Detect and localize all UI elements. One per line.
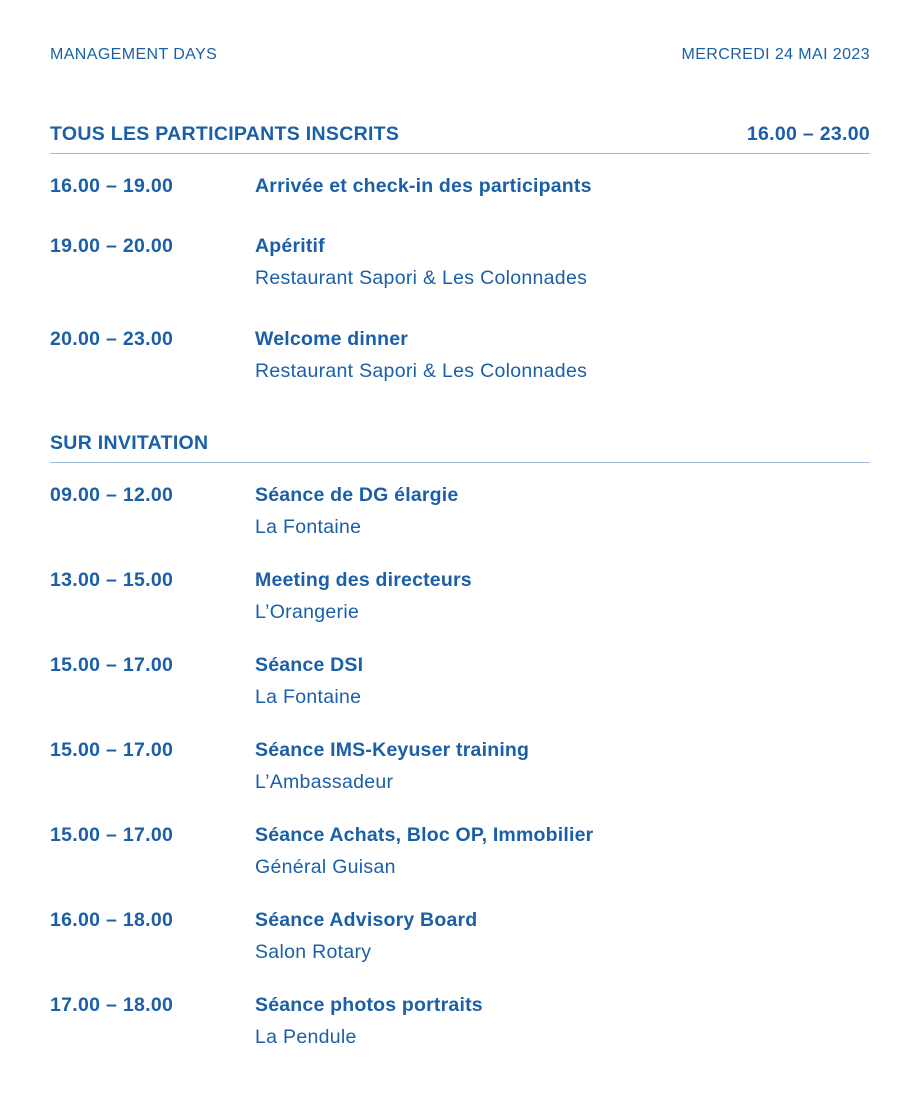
schedule-item xyxy=(50,995,870,1047)
item-location: La Fontaine xyxy=(255,516,362,538)
schedule-item xyxy=(50,176,870,196)
event-name: MANAGEMENT DAYS xyxy=(50,46,218,63)
item-title: Séance photos portraits xyxy=(255,994,483,1016)
schedule-item xyxy=(50,825,870,877)
item-time: 15.00 – 17.00 xyxy=(50,739,174,761)
item-time: 20.00 – 23.00 xyxy=(50,328,174,350)
schedule-item xyxy=(50,570,870,622)
section-header xyxy=(50,432,870,463)
item-time: 16.00 – 19.00 xyxy=(50,175,174,197)
schedule-item xyxy=(50,329,870,381)
item-time: 15.00 – 17.00 xyxy=(50,824,174,846)
item-title: Séance Advisory Board xyxy=(255,909,478,931)
event-date: MERCREDI 24 MAI 2023 xyxy=(681,46,870,63)
item-location: L’Ambassadeur xyxy=(255,771,394,793)
item-location: La Fontaine xyxy=(255,686,362,708)
schedule-item xyxy=(50,655,870,707)
item-time: 17.00 – 18.00 xyxy=(50,994,174,1016)
schedule-list xyxy=(50,485,870,1047)
schedule-item xyxy=(50,740,870,792)
section-all-participants xyxy=(50,123,870,422)
item-time: 16.00 – 18.00 xyxy=(50,909,174,931)
schedule-item xyxy=(50,485,870,537)
item-time: 15.00 – 17.00 xyxy=(50,654,174,676)
section-header xyxy=(50,123,870,154)
item-location: Général Guisan xyxy=(255,856,396,878)
item-title: Séance DSI xyxy=(255,654,364,676)
schedule-item xyxy=(50,910,870,962)
section-by-invitation xyxy=(50,432,870,1080)
item-title: Séance IMS-Keyuser training xyxy=(255,739,530,761)
schedule-item xyxy=(50,236,870,288)
item-time: 19.00 – 20.00 xyxy=(50,235,174,257)
item-title: Welcome dinner xyxy=(255,328,409,350)
item-location: L’Orangerie xyxy=(255,601,360,623)
item-title: Séance de DG élargie xyxy=(255,484,459,506)
item-title: Séance Achats, Bloc OP, Immobilier xyxy=(255,824,594,846)
item-time: 13.00 – 15.00 xyxy=(50,569,174,591)
schedule-list xyxy=(50,176,870,381)
section-title: TOUS LES PARTICIPANTS INSCRITS xyxy=(50,123,400,145)
item-location: Restaurant Sapori & Les Colonnades xyxy=(255,267,588,289)
item-time: 09.00 – 12.00 xyxy=(50,484,174,506)
item-title: Apéritif xyxy=(255,235,325,257)
item-location: La Pendule xyxy=(255,1026,357,1048)
item-title: Meeting des directeurs xyxy=(255,569,472,591)
section-title: SUR INVITATION xyxy=(50,432,209,454)
item-location: Restaurant Sapori & Les Colonnades xyxy=(255,360,588,382)
item-location: Salon Rotary xyxy=(255,941,372,963)
page-header xyxy=(50,46,870,64)
item-title: Arrivée et check-in des participants xyxy=(255,175,592,197)
section-time-range: 16.00 – 23.00 xyxy=(746,123,870,145)
